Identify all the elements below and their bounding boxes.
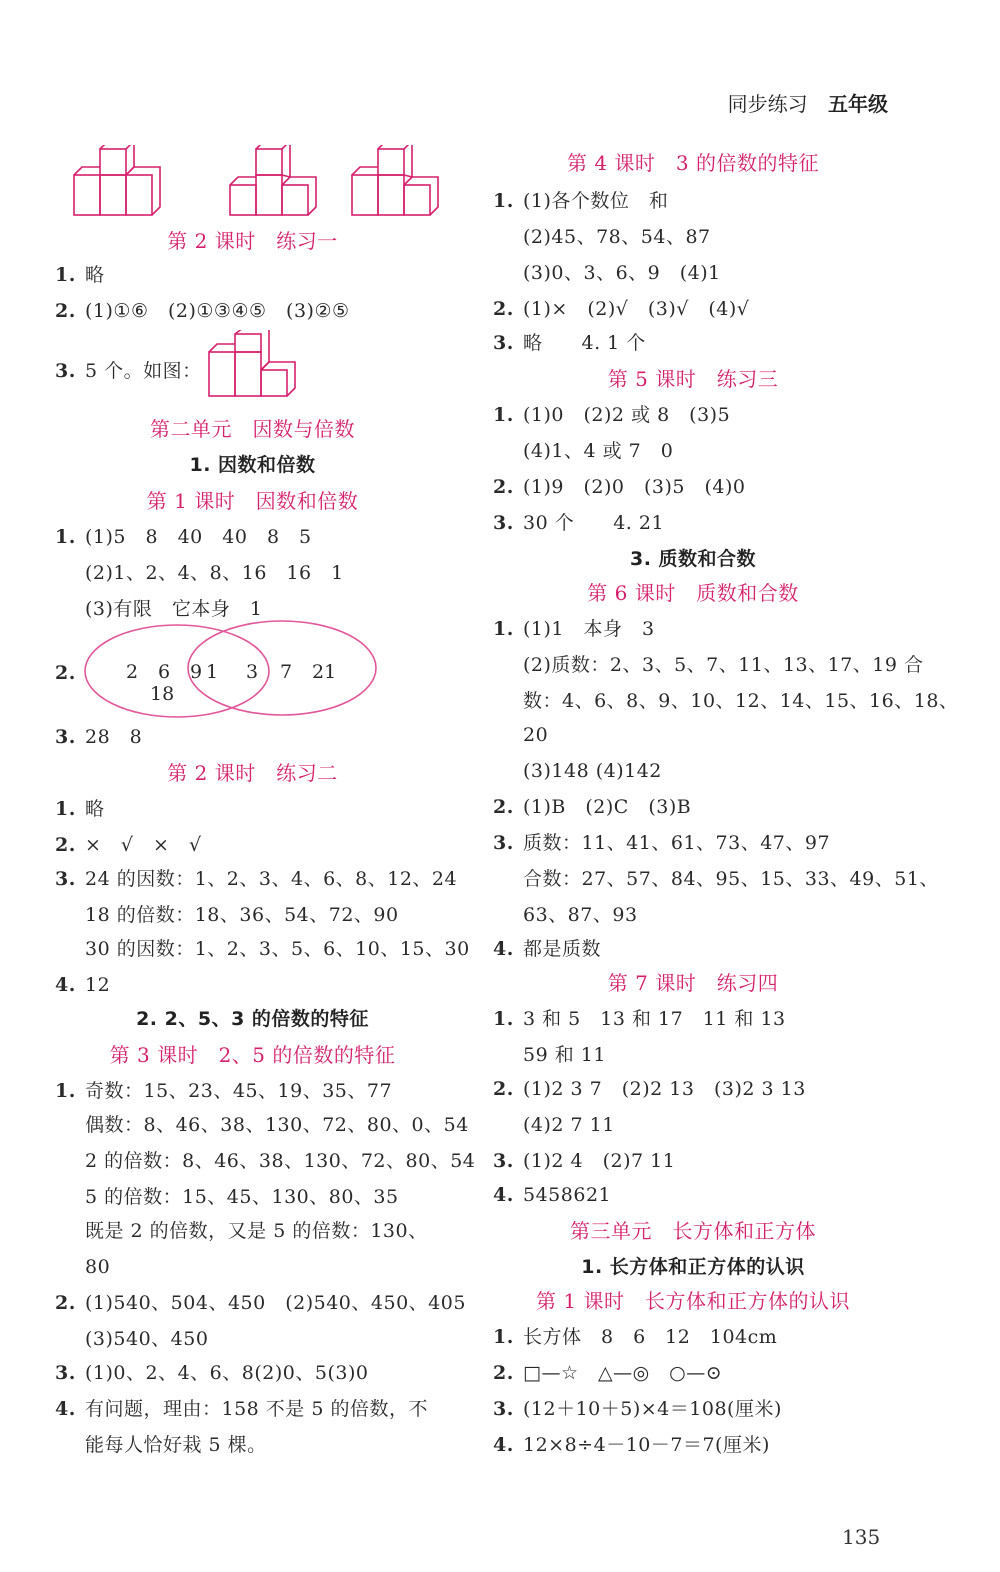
venn-left-value: 2 <box>126 661 139 683</box>
answer-item <box>493 1182 611 1208</box>
item-text: □—☆ △—◎ ○—⊙ <box>523 1362 723 1384</box>
item-text: 12×8÷4－10－7＝7(厘米) <box>523 1434 770 1456</box>
answer-continuation: (4)2 7 11 <box>523 1114 615 1136</box>
answer-item <box>55 724 142 750</box>
answer-item <box>493 402 730 428</box>
answer-continuation: 偶数：8、46、38、130、72、80、0、54 <box>85 1114 469 1136</box>
lesson-title: 第 2 课时 练习一 <box>167 229 338 253</box>
venn-middle-value: 1 <box>206 661 219 683</box>
answer-item <box>493 1148 675 1174</box>
item-text: (1)× (2)√ (3)√ (4)√ <box>523 298 750 320</box>
answer-item <box>55 358 202 384</box>
item-number: 3. <box>55 726 76 748</box>
answer-continuation: (3)540、450 <box>85 1328 209 1350</box>
item-text: 略 <box>85 798 105 820</box>
item-text: 5458621 <box>523 1184 612 1206</box>
answer-item <box>55 1290 466 1316</box>
section-heading: 2. 2、5、3 的倍数的特征 <box>136 1008 369 1030</box>
answer-item <box>55 298 350 324</box>
item-text: 奇数：15、23、45、19、35、77 <box>85 1080 393 1102</box>
item-number: 1. <box>493 1008 514 1030</box>
item-text: 略 <box>85 264 105 286</box>
item-number: 1. <box>55 264 76 286</box>
answer-item <box>55 866 457 892</box>
item-number: 2. <box>493 298 514 320</box>
item-number: 4. <box>55 1398 76 1420</box>
item-text: 24 的因数：1、2、3、4、6、8、12、24 <box>85 868 458 890</box>
answer-continuation: 80 <box>85 1256 111 1278</box>
item-number: 1. <box>493 190 514 212</box>
answer-continuation: 数：4、6、8、9、10、12、14、15、16、18、 <box>523 690 959 712</box>
answer-continuation: (2)1、2、4、8、16 16 1 <box>85 562 344 584</box>
item-text: 3 和 5 13 和 17 11 和 13 <box>523 1008 786 1030</box>
item-number: 2. <box>55 834 76 856</box>
answer-continuation: 2 的倍数：8、46、38、130、72、80、54 <box>85 1150 476 1172</box>
answer-item <box>493 330 646 356</box>
answer-item <box>55 1360 368 1386</box>
answer-item <box>493 474 746 500</box>
item-text: 5 个。如图： <box>85 360 202 382</box>
item-number: 2. <box>493 1362 514 1384</box>
answer-item <box>493 830 830 856</box>
answer-continuation: 能每人恰好栽 5 棵。 <box>85 1434 267 1456</box>
answer-continuation: (3)有限 它本身 1 <box>85 598 263 620</box>
answer-item <box>493 1076 806 1102</box>
cube-figure-answer <box>205 330 305 405</box>
answer-continuation: 59 和 11 <box>523 1044 606 1066</box>
venn-right-value: 7 <box>280 661 293 683</box>
item-number: 1. <box>493 404 514 426</box>
cube-figures-top <box>72 145 452 220</box>
item-text: 有问题，理由：158 不是 5 的倍数，不 <box>85 1398 428 1420</box>
answer-continuation: (3)0、3、6、9 (4)1 <box>523 262 721 284</box>
answer-item <box>55 972 110 998</box>
lesson-title: 第 3 课时 2、5 的倍数的特征 <box>109 1043 396 1067</box>
answer-continuation: 30 的因数：1、2、3、5、6、10、15、30 <box>85 938 470 960</box>
item-number: 3. <box>493 1398 514 1420</box>
item-text: 质数：11、41、61、73、47、97 <box>523 832 831 854</box>
answer-item <box>493 1360 722 1386</box>
lesson-title: 第 1 课时 长方体和正方体的认识 <box>536 1289 850 1313</box>
item-text: (1)5 8 40 40 8 5 <box>85 526 312 548</box>
item-text: 长方体 8 6 12 104cm <box>523 1326 778 1348</box>
item-text: 都是质数 <box>523 938 602 960</box>
lesson-title: 第 7 课时 练习四 <box>607 971 779 995</box>
item-number: 4. <box>493 938 514 960</box>
lesson-title: 第 5 课时 练习三 <box>607 367 779 391</box>
item-text: (1)2 3 7 (2)2 13 (3)2 3 13 <box>523 1078 806 1100</box>
item-number: 3. <box>493 832 514 854</box>
item-text: (1)540、504、450 (2)540、450、405 <box>85 1292 466 1314</box>
item-text: 略 4. 1 个 <box>523 332 646 354</box>
answer-item <box>55 796 105 822</box>
item-text: (1)0 (2)2 或 8 (3)5 <box>523 404 731 426</box>
item-number: 3. <box>493 1150 514 1172</box>
item-text: (1)9 (2)0 (3)5 (4)0 <box>523 476 746 498</box>
answer-continuation: 18 的倍数：18、36、54、72、90 <box>85 904 399 926</box>
answer-item <box>493 188 668 214</box>
lesson-title: 第 2 课时 练习二 <box>167 761 338 785</box>
item-number: 1. <box>55 798 76 820</box>
answer-continuation: (4)1、4 或 7 0 <box>523 440 674 462</box>
answer-continuation: 既是 2 的倍数，又是 5 的倍数：130、 <box>85 1220 428 1242</box>
answer-item <box>55 524 312 550</box>
answer-item <box>493 1324 777 1350</box>
answer-item <box>55 1078 392 1104</box>
answer-item <box>55 832 202 858</box>
section-heading: 3. 质数和合数 <box>629 548 757 570</box>
answer-item <box>493 936 601 962</box>
answer-item <box>493 1006 786 1032</box>
item-number: 3. <box>55 360 76 382</box>
section-heading: 1. 长方体和正方体的认识 <box>581 1256 805 1278</box>
item-number: 2. <box>493 1078 514 1100</box>
lesson-title: 第 6 课时 质数和合数 <box>587 581 799 605</box>
item-text: (1)0、2、4、6、8(2)0、5(3)0 <box>85 1362 369 1384</box>
item-text: (1)①⑥ (2)①③④⑤ (3)②⑤ <box>85 300 350 322</box>
item-text: (1)各个数位 和 <box>523 190 669 212</box>
item-number: 2. <box>55 1292 76 1314</box>
venn-left-ellipse <box>85 625 269 717</box>
section-heading: 1. 因数和倍数 <box>189 454 316 476</box>
answer-item <box>493 794 691 820</box>
answer-continuation: 5 的倍数：15、45、130、80、35 <box>85 1186 399 1208</box>
item-number: 3. <box>55 1362 76 1384</box>
answer-continuation: 合数：27、57、84、95、15、33、49、51、 <box>523 868 939 890</box>
lesson-title: 第 1 课时 因数和倍数 <box>146 489 359 513</box>
item-text: (1)1 本身 3 <box>523 618 655 640</box>
answer-item <box>493 616 655 642</box>
item-text: (1)B (2)C (3)B <box>523 796 692 818</box>
item-text: 30 个 4. 21 <box>523 512 665 534</box>
venn-middle-value: 3 <box>246 661 259 683</box>
item-number: 1. <box>493 1326 514 1348</box>
answer-item <box>493 1432 770 1458</box>
answer-item <box>55 1396 428 1422</box>
item-text: 28 8 <box>85 726 143 748</box>
lesson-title: 第 4 课时 3 的倍数的特征 <box>566 151 820 175</box>
grade-label: 五年级 <box>828 92 888 116</box>
item-number: 3. <box>55 868 76 890</box>
lesson-title: 第二单元 因数与倍数 <box>150 417 355 441</box>
answer-item <box>493 296 749 322</box>
lesson-title: 第三单元 长方体和正方体 <box>570 1219 816 1243</box>
item-text: (1)2 4 (2)7 11 <box>523 1150 676 1172</box>
item-number: 2. <box>493 796 514 818</box>
answer-continuation: 20 <box>523 724 549 746</box>
answer-item <box>493 510 664 536</box>
item-text: × √ × √ <box>85 834 202 856</box>
item-number: 1. <box>493 618 514 640</box>
cube-figure-3 <box>352 145 438 215</box>
item-number: 2. <box>55 300 76 322</box>
answer-continuation: (2)质数：2、3、5、7、11、13、17、19 合 <box>523 654 924 676</box>
cube-figure-2 <box>230 145 316 215</box>
answer-item <box>493 1396 782 1422</box>
answer-item <box>55 660 85 686</box>
item-text: (12＋10＋5)×4＝108(厘米) <box>523 1398 782 1420</box>
answer-continuation: 63、87、93 <box>523 904 638 926</box>
venn-left-value: 18 <box>150 683 175 705</box>
item-number: 3. <box>493 512 514 534</box>
item-number: 1. <box>55 526 76 548</box>
item-number: 4. <box>493 1434 514 1456</box>
subject-label: 同步练习 <box>727 92 808 116</box>
page-header <box>728 88 888 117</box>
item-number: 4. <box>493 1184 514 1206</box>
item-number: 2. <box>55 662 76 684</box>
item-number: 1. <box>55 1080 76 1102</box>
venn-right-value: 21 <box>312 661 337 683</box>
page-number: 135 <box>842 1525 881 1549</box>
answer-item <box>55 262 105 288</box>
answer-continuation: (3)148 (4)142 <box>523 760 662 782</box>
cube-figure-1 <box>74 145 160 215</box>
item-number: 3. <box>493 332 514 354</box>
venn-diagram <box>82 616 382 726</box>
item-text: 12 <box>85 974 111 996</box>
venn-left-value: 6 <box>158 661 171 683</box>
item-number: 2. <box>493 476 514 498</box>
answer-continuation: (2)45、78、54、87 <box>523 226 711 248</box>
item-number: 4. <box>55 974 76 996</box>
venn-left-value: 9 <box>190 661 203 683</box>
